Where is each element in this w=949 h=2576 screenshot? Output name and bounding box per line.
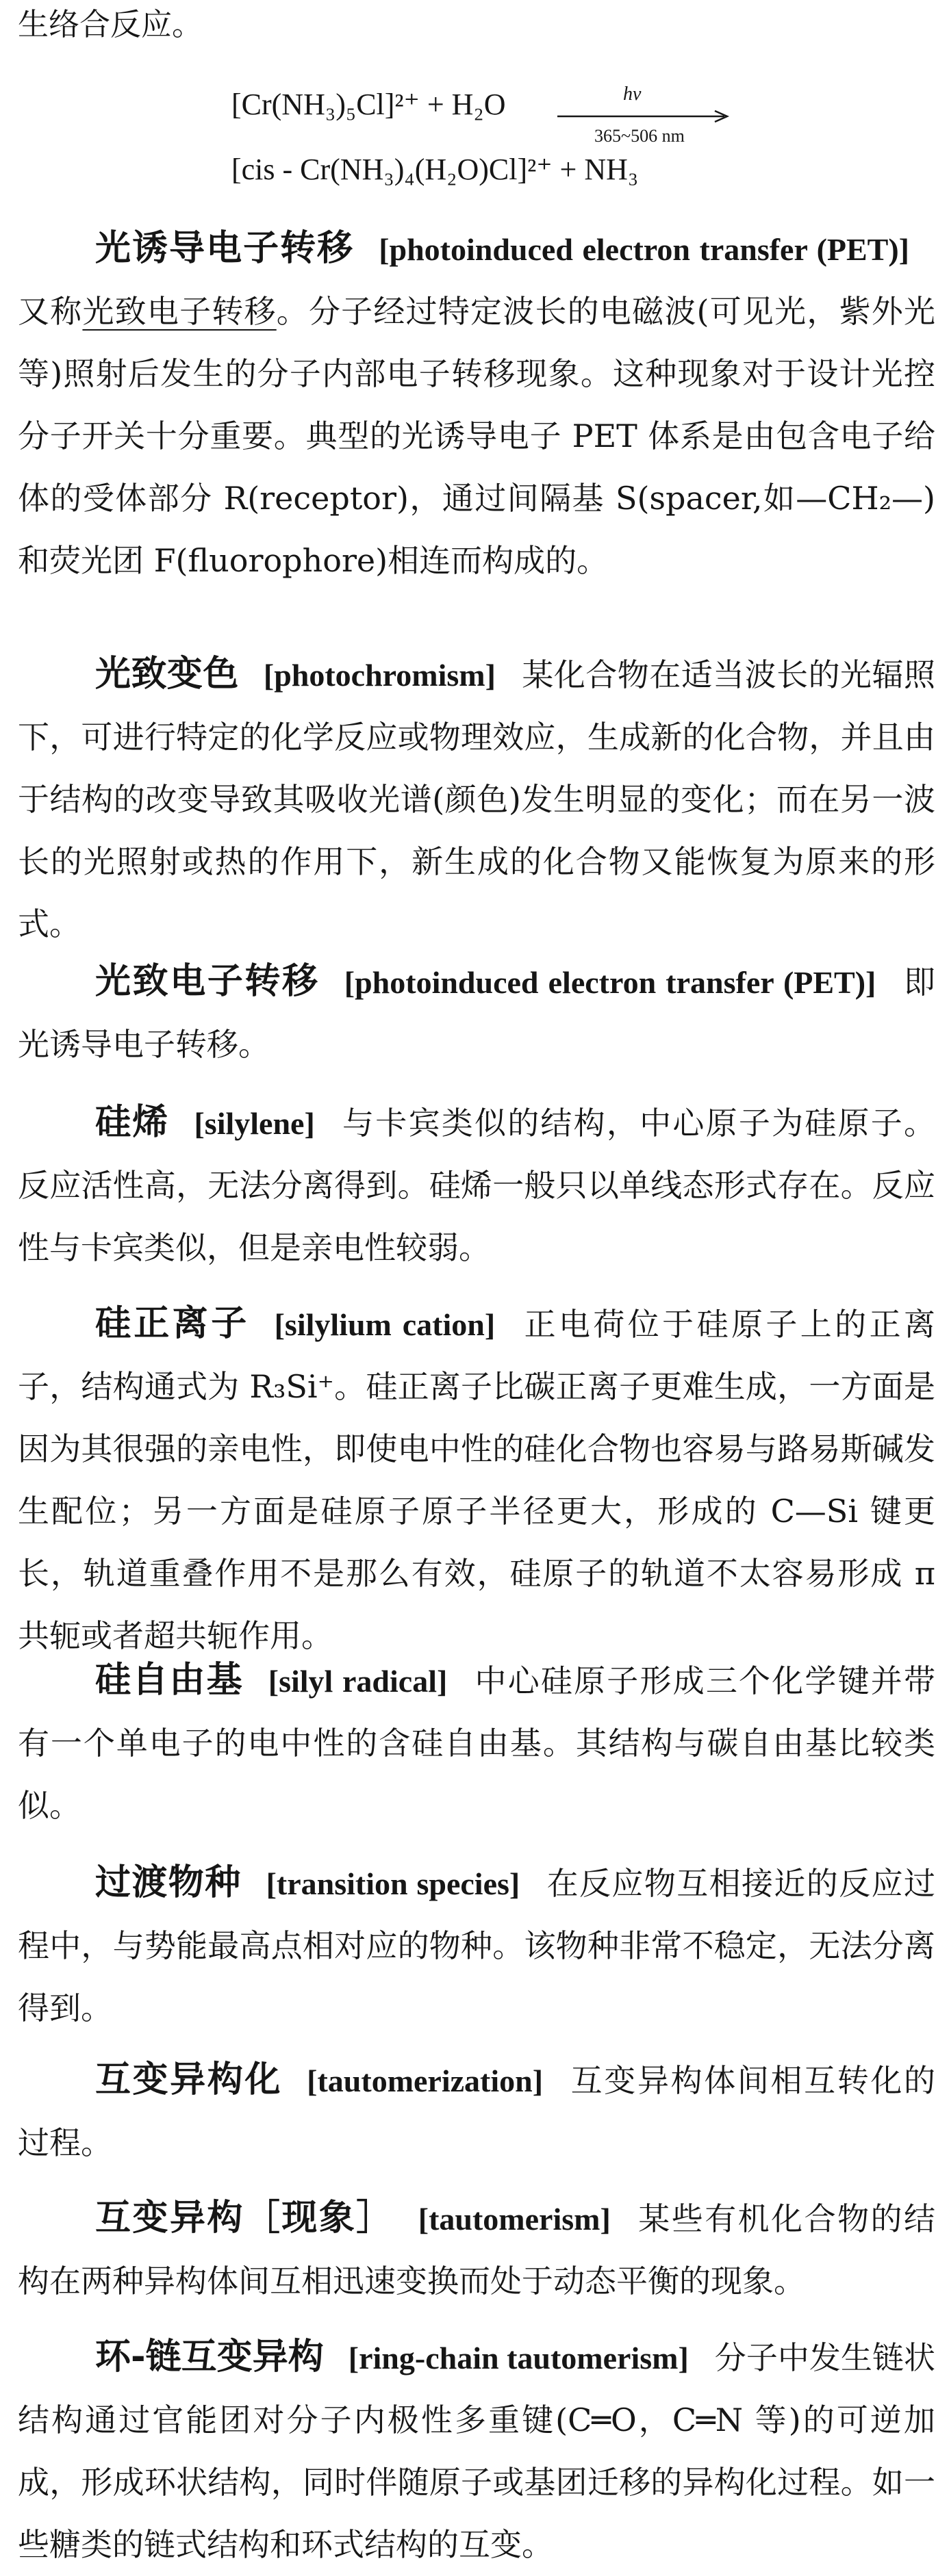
glossary-entry	[18, 1293, 935, 1667]
entry-pre: 又称	[18, 293, 83, 330]
entry-term: 环-链互变异构	[95, 2336, 324, 2378]
entry-definition: 即光诱导电子转移。	[18, 964, 935, 1063]
glossary-entry	[18, 1649, 935, 1837]
reaction-arrow	[556, 83, 734, 146]
entry-paragraph	[18, 1852, 935, 2039]
glossary-entry	[18, 218, 935, 592]
entry-definition: 正电荷位于硅原子上的正离子，结构通式为 R₃Si⁺。硅正离子比碳正离子更难生成，一方面是因为其很强的亲电性，即使电中性的硅化合物也容易与路易斯碱发生配位；另一方面是硅原子原子半径更大，形成的 C—Si 键更长，轨道重叠作用不是那么有效，硅原子的轨道不太容易形成 π 共轭或者超共轭作用。	[18, 1306, 935, 1654]
entry-term: 光致变色	[95, 654, 239, 695]
arrow-condition-top: hν	[623, 83, 642, 105]
entry-term: 过渡物种	[95, 1862, 242, 1903]
entry-definition: 。分子经过特定波长的电磁波(可见光，紫外光等)照射后发生的分子内部电子转移现象。这种现象对于设计光控分子开关十分重要。典型的光诱导电子 PET 体系是由包含电子给体的受体部分 R(receptor)，通过间隔基 S(spacer,如—CH₂—)和荧光团 F(fluorophore)相连而构成的。	[18, 293, 935, 579]
entry-term: 硅正离子	[95, 1303, 250, 1344]
glossary-entry	[18, 2049, 935, 2174]
entry-english: [photoinduced electron transfer (PET)]	[344, 965, 876, 1000]
entry-term: 光诱导电子转移	[95, 228, 355, 269]
arrow-condition-bottom: 365~506 nm	[594, 126, 685, 146]
entry-paragraph	[18, 2326, 935, 2576]
glossary-entry	[18, 951, 935, 1076]
entry-definition: 分子中发生链状结构通过官能团对分子内极性多重键(C═O，C═N 等)的可逆加成，形成环状结构，同时伴随原子或基团迁移的异构化过程。如一些糖类的链式结构和环式结构的互变。	[18, 2339, 935, 2563]
entry-paragraph	[18, 951, 935, 1076]
entry-english: [tautomerism]	[418, 2202, 611, 2237]
entry-term: 硅烯	[95, 1102, 170, 1143]
entry-definition: 中心硅原子形成三个化学键并带有一个单电子的电中性的含硅自由基。其结构与碳自由基比较类似。	[18, 1662, 935, 1824]
entry-english: [silyl radical]	[268, 1664, 448, 1699]
intro-line: 生络合反应。	[18, 6, 203, 42]
glossary-entry	[18, 1092, 935, 1279]
entry-term: 硅自由基	[95, 1660, 244, 1701]
cross-reference-link[interactable]: 光致电子转移	[82, 293, 277, 330]
glossary-entry	[18, 1852, 935, 2039]
entry-definition: 互变异构体间相互转化的过程。	[18, 2062, 935, 2161]
entry-definition: 某些有机化合物的结构在两种异构体间互相迅速变换而处于动态平衡的现象。	[18, 2200, 935, 2300]
entry-paragraph	[18, 1092, 935, 1279]
entry-term: 互变异构化	[95, 2059, 283, 2100]
entry-english: [silylium cation]	[274, 1307, 496, 1342]
entry-paragraph	[18, 643, 935, 955]
entry-paragraph	[18, 1649, 935, 1837]
glossary-entry	[18, 643, 935, 955]
entry-english: [transition species]	[266, 1866, 520, 1901]
entry-definition: 某化合物在适当波长的光辐照下，可进行特定的化学反应或物理效应，生成新的化合物，并且由于结构的改变导致其吸收光谱(颜色)发生明显的变化；而在另一波长的光照射或热的作用下，新生成的化合物又能恢复为原来的形式。	[18, 656, 935, 942]
entry-term: 光致电子转移	[95, 961, 320, 1002]
entry-paragraph	[18, 2049, 935, 2174]
entry-paragraph	[18, 218, 935, 592]
entry-english: [photochromism]	[263, 658, 496, 693]
entry-definition: 在反应物互相接近的反应过程中，与势能最高点相对应的物种。该物种非常不稳定，无法分离得到。	[18, 1865, 935, 2026]
entry-term: 互变异构［现象］	[95, 2198, 394, 2239]
entry-paragraph	[18, 2187, 935, 2313]
entry-paragraph	[18, 1293, 935, 1667]
glossary-entry	[18, 2326, 935, 2576]
glossary-entry	[18, 2187, 935, 2313]
equation-product: [cis - Cr(NH₃)₄(H₂O)Cl]²⁺ + NH₃	[231, 153, 639, 186]
entry-english: [ring-chain tautomerism]	[348, 2341, 689, 2375]
entry-english: [tautomerization]	[307, 2063, 544, 2098]
entry-english: [silylene]	[194, 1106, 315, 1141]
equation-reactant: [Cr(NH₃)₅Cl]²⁺ + H₂O	[231, 88, 506, 121]
entry-definition: 与卡宾类似的结构，中心原子为硅原子。反应活性高，无法分离得到。硅烯一般只以单线态形式存在。反应性与卡宾类似，但是亲电性较弱。	[18, 1105, 935, 1266]
entry-english: [photoinduced electron transfer (PET)]	[379, 232, 909, 267]
